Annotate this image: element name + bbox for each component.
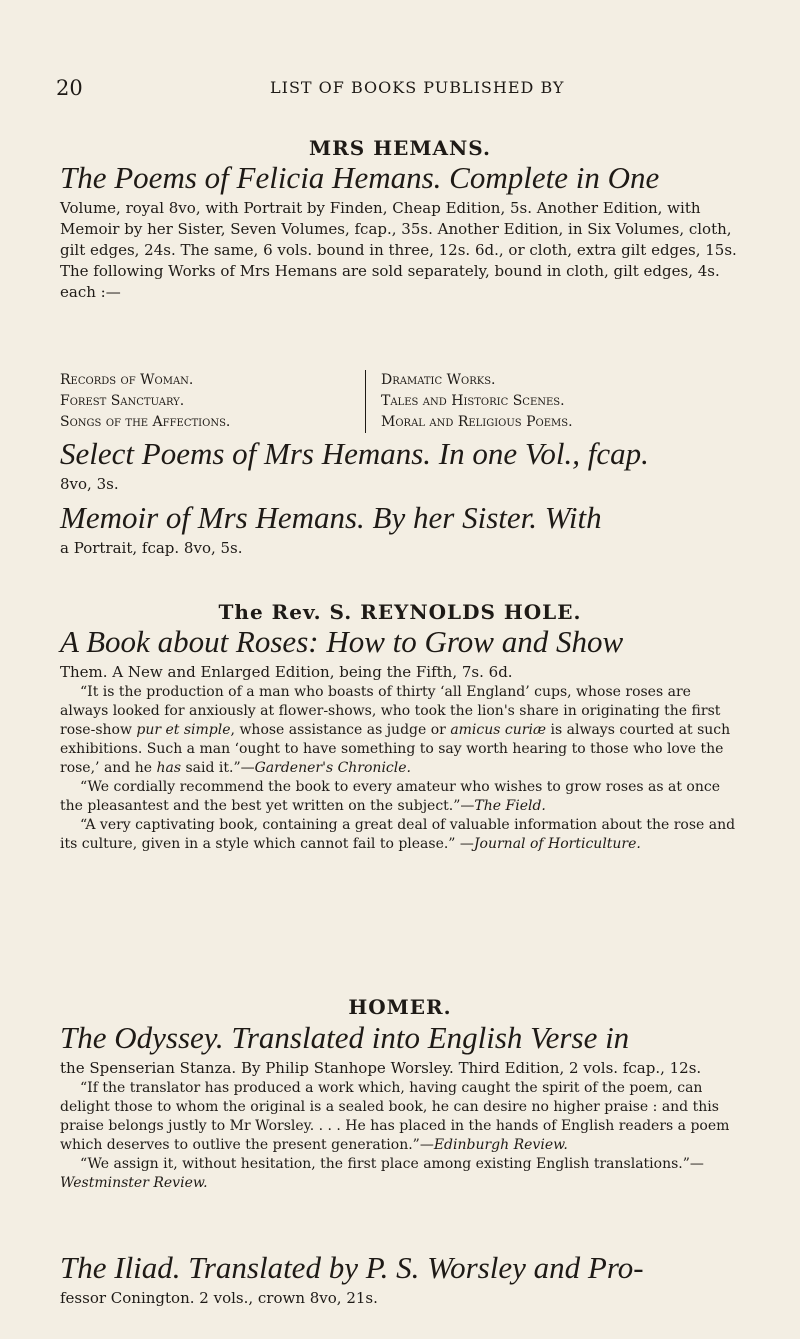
entry-title-poems-hemans: The Poems of Felicia Hemans. Complete in One (60, 160, 660, 195)
entry-title-odyssey: The Odyssey. Translated into English Verse in (60, 1020, 630, 1055)
review-quote: “It is the production of a man who boasts of thirty ‘all England’ cups, whose roses are always looked for anxiously at flower-shows, who took the lion's share in originating the first rose-show pur et simple, whose assistance as judge or amicus curiæ is always courted at such exhibitions. Such a man ‘ought to have something to say worth hearing to those who love the rose,’ and he has said it.”—Gardener's Chronicle. (60, 684, 731, 776)
work-item: Tales and Historic Scenes. (381, 393, 565, 409)
works-column-left (60, 370, 366, 433)
entry-title-iliad: The Iliad. Translated by P. S. Worsley and Pro- (60, 1250, 644, 1285)
works-column-right (366, 370, 573, 433)
review-quote: “We assign it, without hesitation, the first place among existing English translations.”—Westminster Review. (60, 1156, 704, 1191)
review-quote: “If the translator has produced a work which, having caught the spirit of the poem, can delight those to whom the original is a sealed book, he can desire no higher praise : and this praise belongs justly to Mr Worsley. . . . He has placed in the hands of English readers a poem which deserves to outlive the present generation.”—Edinburgh Review. (60, 1080, 730, 1153)
section-heading-hole: The Rev. S. REYNOLDS HOLE. (218, 600, 582, 624)
separate-works-note: The following Works of Mrs Hemans are sold separately, bound in cloth, gilt edges, 4s. each :— (60, 262, 720, 301)
entry-description: Them. A New and Enlarged Edition, being the Fifth, 7s. 6d. (60, 663, 513, 681)
entry-text-select-poems: 8vo, 3s. (60, 475, 119, 493)
entry-text-memoir: a Portrait, fcap. 8vo, 5s. (60, 539, 243, 557)
entry-title-select-poems: Select Poems of Mrs Hemans. In one Vol., fcap. (60, 436, 649, 471)
review-source: Journal of Horticulture. (473, 836, 641, 852)
work-item: Records of Woman. (60, 372, 194, 388)
review-quote: “We cordially recommend the book to every amateur who wishes to grow roses as at once the pleasantest and the best yet written on the subject.”—The Field. (60, 779, 720, 814)
work-item: Moral and Religious Poems. (381, 414, 573, 430)
review-source: The Field. (474, 798, 546, 814)
section-heading-homer: HOMER. (348, 995, 452, 1019)
review-source: Westminster Review. (60, 1175, 208, 1191)
works-list (60, 370, 740, 433)
work-item: Dramatic Works. (381, 372, 496, 388)
entry-text-iliad: fessor Conington. 2 vols., crown 8vo, 21s. (60, 1289, 378, 1307)
review-source: Edinburgh Review. (433, 1137, 568, 1153)
entry-text-roses (60, 662, 740, 854)
entry-title-roses: A Book about Roses: How to Grow and Show (60, 624, 624, 659)
page-number: 20 (56, 76, 83, 100)
work-item: Forest Sanctuary. (60, 393, 185, 409)
review-source: Gardener's Chronicle. (254, 760, 411, 776)
entry-text-poems-hemans (60, 198, 740, 303)
section-heading-hemans: MRS HEMANS. (309, 136, 491, 160)
review-quote: “A very captivating book, containing a great deal of valuable information about the rose and its culture, given in a style which cannot fail to please.” —Journal of Horticulture. (60, 817, 736, 852)
work-item: Songs of the Affections. (60, 414, 231, 430)
entry-description: Volume, royal 8vo, with Portrait by Finden, Cheap Edition, 5s. Another Edition, with Memoir by her Sister, Seven Volumes, fcap., 35s. Another Edition, in Six Volumes, cloth, gilt edges, 24s. The same, 6 vols. bound in three, 12s. 6d., or cloth, extra gilt edges, 15s. (60, 199, 737, 259)
entry-text-odyssey (60, 1058, 740, 1193)
entry-title-memoir: Memoir of Mrs Hemans. By her Sister. With (60, 500, 602, 535)
entry-description: the Spenserian Stanza. By Philip Stanhope Worsley. Third Edition, 2 vols. fcap., 12s. (60, 1059, 702, 1077)
running-head: LIST OF BOOKS PUBLISHED BY (270, 78, 565, 97)
